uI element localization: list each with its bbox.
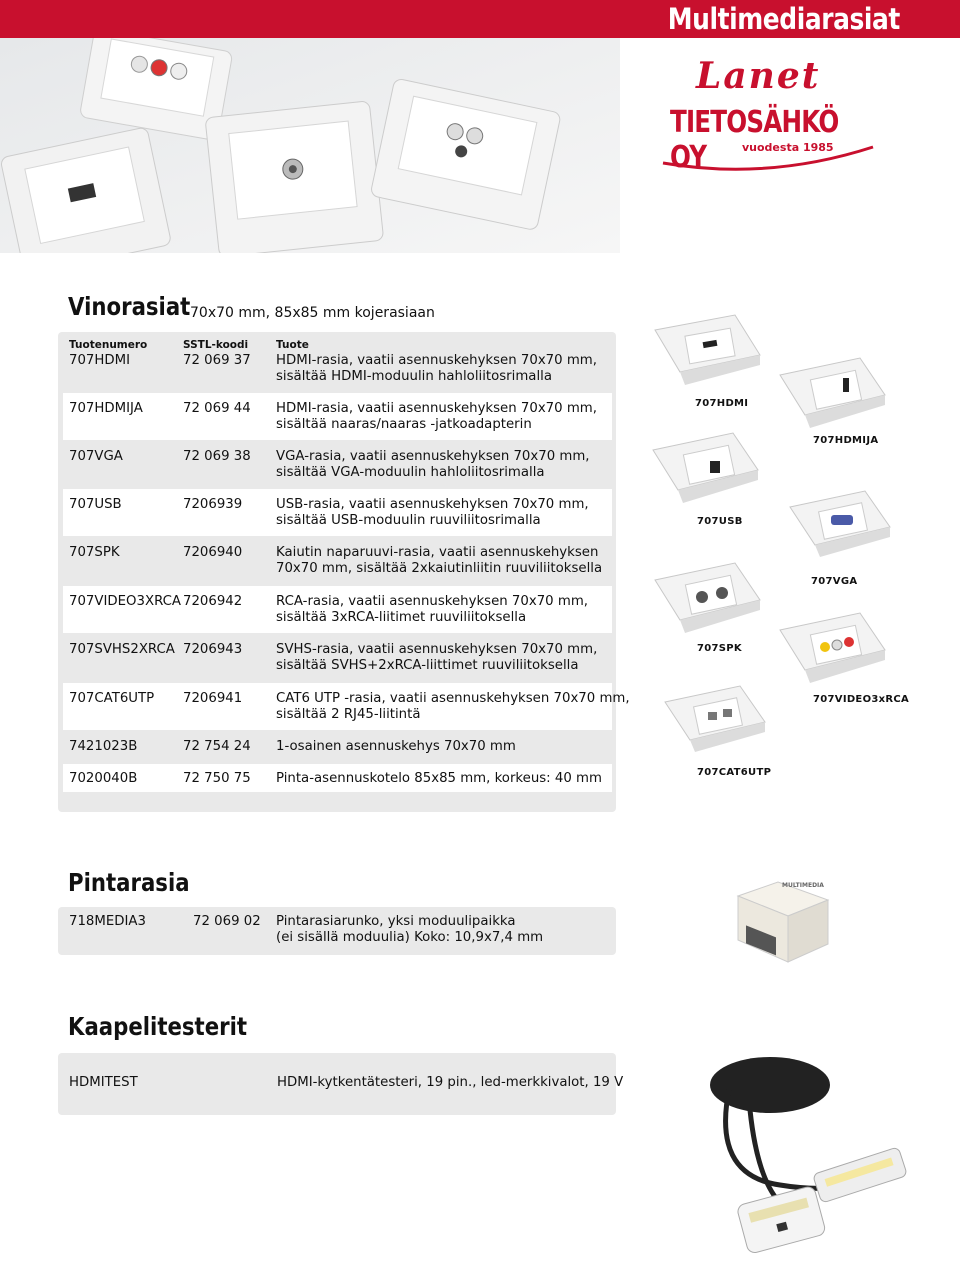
product-label: 707VGA: [811, 576, 858, 587]
row-sstl: 7206941: [183, 691, 243, 706]
section-title-pintarasia: Pintarasia: [68, 868, 190, 897]
row-code: 707USB: [69, 497, 122, 512]
row-desc-line2: sisältää 2 RJ45-liitintä: [276, 707, 421, 722]
row-code: 707SVHS2XRCA: [69, 642, 175, 657]
row-code: 707HDMIJA: [69, 401, 143, 416]
row-code: 707CAT6UTP: [69, 691, 155, 706]
row-code: 707VGA: [69, 449, 123, 464]
row-desc: [276, 642, 597, 674]
row-desc-line1: RCA-rasia, vaatii asennuskehyksen 70x70 mm,: [276, 594, 588, 609]
product-image-707video3xrca: [775, 605, 890, 690]
row-desc: Pinta-asennuskotelo 85x85 mm, korkeus: 40 mm: [276, 771, 602, 786]
row-desc-line2: (ei sisällä moduulia) Koko: 10,9x7,4 mm: [276, 930, 544, 945]
row-code: 7421023B: [69, 739, 138, 754]
row-desc-line1: VGA-rasia, vaatii asennuskehyksen 70x70 mm,: [276, 449, 590, 464]
row-desc-line1: USB-rasia, vaatii asennuskehyksen 70x70 mm,: [276, 497, 589, 512]
row-sstl: 72 754 24: [183, 739, 251, 754]
product-image-718media3: [718, 878, 836, 968]
row-desc-line2: 70x70 mm, sisältää 2xkaiutinliitin ruuviliitoksella: [276, 561, 603, 576]
product-label: 707CAT6UTP: [697, 767, 772, 778]
row-code: 707VIDEO3XRCA: [69, 594, 182, 609]
row-desc-line2: sisältää USB-moduulin ruuviliitosrimalla: [276, 513, 541, 528]
row-sstl: 72 069 44: [183, 401, 251, 416]
product-label: 707HDMIJA: [813, 435, 879, 446]
product-image-707usb: [648, 425, 763, 510]
row-desc: [276, 691, 630, 723]
row-desc: [276, 594, 588, 626]
row-desc-line1: HDMI-rasia, vaatii asennuskehyksen 70x70 mm,: [276, 401, 597, 416]
row-desc-line1: SVHS-rasia, vaatii asennuskehyksen 70x70 mm,: [276, 642, 598, 657]
row-sstl: 7206943: [183, 642, 243, 657]
row-desc: [276, 497, 589, 529]
row-desc: [276, 545, 602, 577]
product-image-707hdmi: [645, 310, 765, 395]
row-desc: [276, 914, 543, 946]
logo-script: Lanet: [696, 55, 821, 97]
product-label: 707SPK: [697, 643, 742, 654]
row-sstl: 72 069 02: [193, 914, 261, 929]
row-desc: HDMI-kytkentätesteri, 19 pin., led-merkkivalot, 19 V: [277, 1075, 624, 1090]
row-code: 707SPK: [69, 545, 120, 560]
product-image-707spk: [650, 555, 765, 640]
row-desc-line2: sisältää 3xRCA-liitimet ruuviliitoksella: [276, 610, 527, 625]
row-desc: [276, 449, 590, 481]
section-title-vinorasiat: Vinorasiat: [68, 292, 191, 321]
row-desc-line1: Kaiutin naparuuvi-rasia, vaatii asennuskehyksen: [276, 545, 599, 560]
row-sstl: 72 069 38: [183, 449, 251, 464]
row-code: 7020040B: [69, 771, 138, 786]
header-product: Tuote: [276, 339, 309, 351]
product-label: 707VIDEO3xRCA: [813, 694, 910, 705]
row-code: HDMITEST: [69, 1075, 138, 1090]
section-title-kaapelitesterit: Kaapelitesterit: [68, 1012, 248, 1041]
row-sstl: 7206939: [183, 497, 243, 512]
product-image-707hdmija: [775, 350, 890, 435]
row-sstl: 72 069 37: [183, 353, 251, 368]
product-label: 707USB: [697, 516, 743, 527]
header-code: Tuotenumero: [69, 339, 148, 351]
row-desc-line2: sisältää SVHS+2xRCA-liittimet ruuviliitoksella: [276, 658, 579, 673]
header-sstl: SSTL-koodi: [183, 339, 249, 351]
row-desc: [276, 401, 597, 433]
row-code: 718MEDIA3: [69, 914, 146, 929]
row-desc-line1: CAT6 UTP -rasia, vaatii asennuskehyksen 70x70 mm,: [276, 691, 630, 706]
box-label: MULTIMEDIA: [782, 882, 824, 889]
product-image-707cat6utp: [660, 680, 770, 760]
row-desc: 1-osainen asennuskehys 70x70 mm: [276, 739, 516, 754]
product-image-hdmitest: [690, 1025, 920, 1260]
product-image-707vga: [785, 485, 895, 565]
logo-company-name: TIETOSÄHKÖ OY: [670, 105, 839, 175]
logo-since: vuodesta 1985: [742, 141, 834, 154]
row-sstl: 72 750 75: [183, 771, 251, 786]
row-desc-line2: sisältää naaras/naaras -jatkoadapterin: [276, 417, 532, 432]
row-sstl: 7206942: [183, 594, 243, 609]
row-code: 707HDMI: [69, 353, 131, 368]
company-logo: [640, 55, 900, 175]
product-label: 707HDMI: [695, 398, 749, 409]
row-desc: [276, 353, 597, 385]
row-desc-line1: Pintarasiarunko, yksi moduulipaikka: [276, 914, 516, 929]
row-desc-line2: sisältää VGA-moduulin hahloliitosrimalla: [276, 465, 545, 480]
row-desc-line1: HDMI-rasia, vaatii asennuskehyksen 70x70 mm,: [276, 353, 597, 368]
page-title: Multimediarasiat: [667, 2, 900, 36]
hero-photo: [0, 38, 620, 253]
row-sstl: 7206940: [183, 545, 243, 560]
section-subtitle: 70x70 mm, 85x85 mm kojerasiaan: [190, 305, 435, 321]
row-desc-line2: sisältää HDMI-moduulin hahloliitosrimalla: [276, 369, 552, 384]
